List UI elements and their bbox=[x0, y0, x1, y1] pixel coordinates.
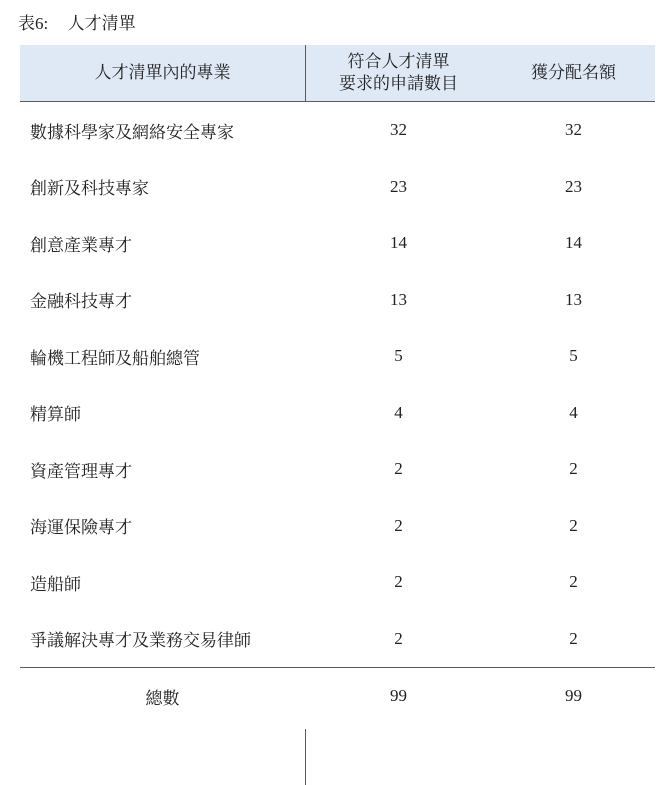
profession-cell: 造船師 bbox=[30, 574, 81, 595]
profession-cell: 輪機工程師及船舶總管 bbox=[30, 348, 200, 369]
quota-cell: 4 bbox=[569, 402, 578, 422]
quota-cell: 2 bbox=[569, 459, 578, 479]
table-body bbox=[20, 102, 655, 724]
applications-cell: 2 bbox=[394, 515, 403, 535]
profession-cell: 海運保險專才 bbox=[30, 518, 132, 539]
header-quota: 獲分配名額 bbox=[531, 63, 616, 83]
quota-cell: 14 bbox=[565, 233, 582, 253]
table-number: 表6: bbox=[18, 14, 49, 33]
table-row bbox=[20, 102, 655, 159]
applications-cell: 2 bbox=[394, 459, 403, 479]
table-row bbox=[20, 215, 655, 272]
profession-cell: 數據科學家及網絡安全專家 bbox=[30, 122, 234, 143]
column-divider bbox=[305, 45, 306, 102]
header-applications-text: 符合人才清單 要求的申請數目 bbox=[339, 52, 458, 94]
profession-cell: 爭議解決專才及業務交易律師 bbox=[30, 631, 251, 652]
total-row bbox=[20, 667, 655, 724]
total-column-divider bbox=[305, 729, 306, 785]
applications-cell: 5 bbox=[394, 346, 403, 366]
applications-cell: 13 bbox=[390, 289, 407, 309]
talent-list-table bbox=[20, 45, 655, 724]
table-row bbox=[20, 159, 655, 216]
header-applications bbox=[305, 45, 492, 101]
profession-cell: 創新及科技專家 bbox=[30, 179, 149, 200]
table-row bbox=[20, 498, 655, 555]
total-label: 總數 bbox=[145, 688, 180, 709]
quota-cell: 13 bbox=[565, 289, 582, 309]
profession-cell: 資產管理專才 bbox=[30, 461, 132, 482]
applications-cell: 32 bbox=[390, 120, 407, 140]
table-caption bbox=[18, 14, 136, 34]
table-row bbox=[20, 385, 655, 442]
quota-cell: 2 bbox=[569, 628, 578, 648]
applications-cell: 14 bbox=[390, 233, 407, 253]
applications-cell: 23 bbox=[390, 176, 407, 196]
applications-cell: 4 bbox=[394, 402, 403, 422]
quota-cell: 32 bbox=[565, 120, 582, 140]
quota-cell: 5 bbox=[569, 346, 578, 366]
profession-cell: 金融科技專才 bbox=[30, 292, 132, 313]
profession-cell: 創意產業專才 bbox=[30, 235, 132, 256]
total-applications: 99 bbox=[390, 686, 407, 705]
table-row bbox=[20, 441, 655, 498]
table-row bbox=[20, 328, 655, 385]
quota-cell: 2 bbox=[569, 572, 578, 592]
quota-cell: 2 bbox=[569, 515, 578, 535]
table-row bbox=[20, 272, 655, 329]
total-quota: 99 bbox=[565, 686, 582, 705]
table-title: 人才清單 bbox=[67, 14, 136, 34]
table-row bbox=[20, 611, 655, 668]
header-profession: 人才清單內的專業 bbox=[94, 63, 231, 83]
profession-cell: 精算師 bbox=[30, 405, 81, 426]
table-row bbox=[20, 554, 655, 611]
applications-cell: 2 bbox=[394, 572, 403, 592]
table-header bbox=[20, 45, 655, 102]
applications-cell: 2 bbox=[394, 628, 403, 648]
quota-cell: 23 bbox=[565, 176, 582, 196]
